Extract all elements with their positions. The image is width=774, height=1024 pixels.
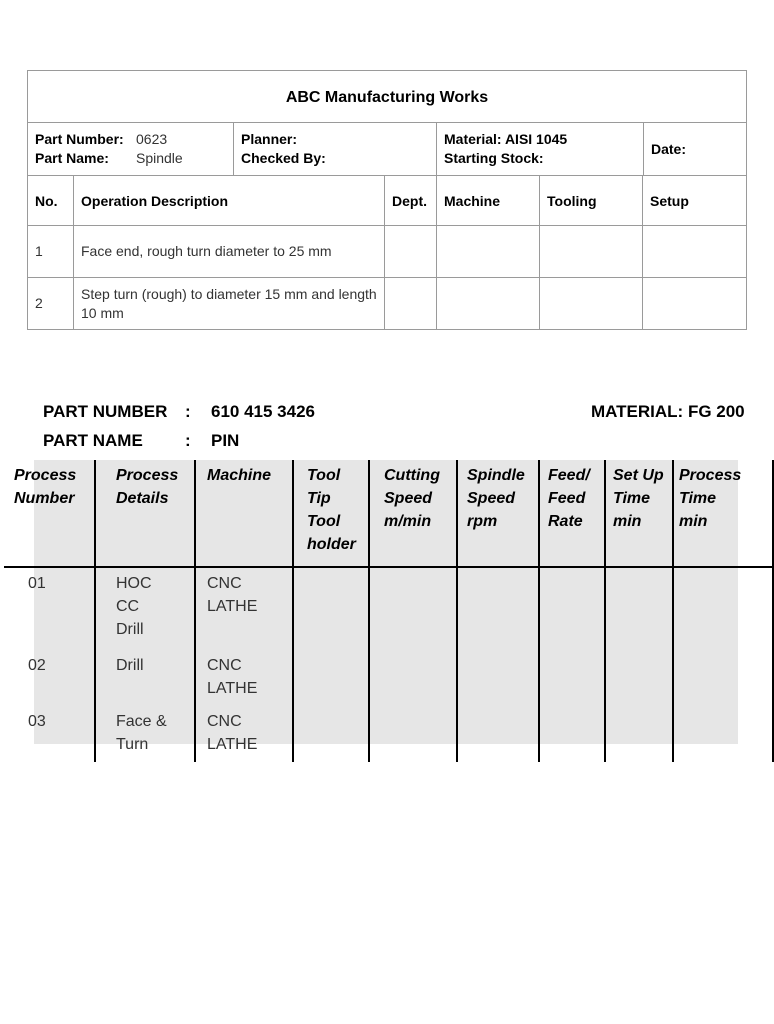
process-number: 01 <box>4 567 95 650</box>
empty-cell <box>457 650 539 706</box>
empty-cell <box>457 706 539 762</box>
empty-cell <box>539 706 605 762</box>
operation-number: 2 <box>28 278 74 330</box>
date-label: Date: <box>651 140 687 157</box>
empty-cell <box>673 650 773 706</box>
empty-cell <box>369 650 457 706</box>
empty-cell <box>293 706 369 762</box>
empty-cell <box>605 706 673 762</box>
process-number: 02 <box>4 650 95 706</box>
empty-cell <box>605 650 673 706</box>
part-name-value-2: PIN <box>211 431 240 450</box>
operation-description: Step turn (rough) to diameter 15 mm and length 10 mm <box>74 278 385 330</box>
operation-description: Face end, rough turn diameter to 25 mm <box>74 226 385 278</box>
empty-cell <box>605 567 673 650</box>
machine-cell <box>437 278 540 330</box>
part-name-label-2: PART NAME <box>43 431 143 450</box>
operations-header-row <box>28 176 747 226</box>
process-header-row <box>4 460 773 567</box>
empty-cell <box>369 567 457 650</box>
empty-cell <box>673 706 773 762</box>
empty-cell <box>369 706 457 762</box>
dept-cell <box>385 226 437 278</box>
empty-cell <box>293 567 369 650</box>
process-machine: CNC LATHE <box>195 650 293 706</box>
part-info-cell <box>28 123 234 176</box>
setup-cell <box>643 226 747 278</box>
operations-table <box>27 176 747 330</box>
process-table <box>4 460 774 762</box>
column-header: Machine <box>195 460 293 567</box>
process-table-viewport <box>14 460 742 753</box>
column-header: Feed/ Feed Rate <box>539 460 605 567</box>
column-header: Set Up Time min <box>605 460 673 567</box>
column-header: Process Number <box>4 460 95 567</box>
table-row <box>28 226 747 278</box>
material-cell <box>437 123 644 176</box>
table-row <box>4 650 773 706</box>
sheet-title: ABC Manufacturing Works <box>28 71 747 123</box>
operation-sheet-abc <box>27 70 746 330</box>
process-machine: CNC LATHE <box>195 567 293 650</box>
date-cell <box>644 123 747 176</box>
table-row <box>4 706 773 762</box>
part-name-value: Spindle <box>136 150 183 166</box>
column-header: No. <box>28 176 74 226</box>
column-header: Spindle Speed rpm <box>457 460 539 567</box>
part-name-label: Part Name: <box>35 150 109 166</box>
column-header: Setup <box>643 176 747 226</box>
part-number-label: Part Number: <box>35 131 124 147</box>
planner-label: Planner: <box>241 131 298 147</box>
process-number: 03 <box>4 706 95 762</box>
material-value-2: MATERIAL: FG 200 <box>591 402 745 421</box>
part-name-separator: : <box>185 431 191 450</box>
column-header: Cutting Speed m/min <box>369 460 457 567</box>
part-number-value: 0623 <box>136 131 168 147</box>
process-details: Face & Turn <box>95 706 195 762</box>
column-header: Operation Description <box>74 176 385 226</box>
starting-stock-label: Starting Stock: <box>444 150 544 166</box>
material-label: Material: AISI 1045 <box>444 131 568 147</box>
part-number-label-2: PART NUMBER <box>43 402 168 421</box>
sheet1-header-table <box>27 70 747 176</box>
column-header: Machine <box>437 176 540 226</box>
part-number-separator: : <box>185 402 191 421</box>
empty-cell <box>293 650 369 706</box>
empty-cell <box>539 567 605 650</box>
column-header: Process Details <box>95 460 195 567</box>
tooling-cell <box>540 226 643 278</box>
table-row <box>4 567 773 650</box>
empty-cell <box>539 650 605 706</box>
process-details: HOC CC Drill <box>95 567 195 650</box>
machine-cell <box>437 226 540 278</box>
dept-cell <box>385 278 437 330</box>
planner-cell <box>234 123 437 176</box>
tooling-cell <box>540 278 643 330</box>
column-header: Process Time min <box>673 460 773 567</box>
setup-cell <box>643 278 747 330</box>
column-header: Tool Tip Tool holder <box>293 460 369 567</box>
checked-by-label: Checked By: <box>241 150 326 166</box>
process-details: Drill <box>95 650 195 706</box>
column-header: Tooling <box>540 176 643 226</box>
column-header: Dept. <box>385 176 437 226</box>
empty-cell <box>457 567 539 650</box>
operation-number: 1 <box>28 226 74 278</box>
table-row <box>28 278 747 330</box>
empty-cell <box>673 567 773 650</box>
part-number-value-2: 610 415 3426 <box>211 402 315 421</box>
process-machine: CNC LATHE <box>195 706 293 762</box>
